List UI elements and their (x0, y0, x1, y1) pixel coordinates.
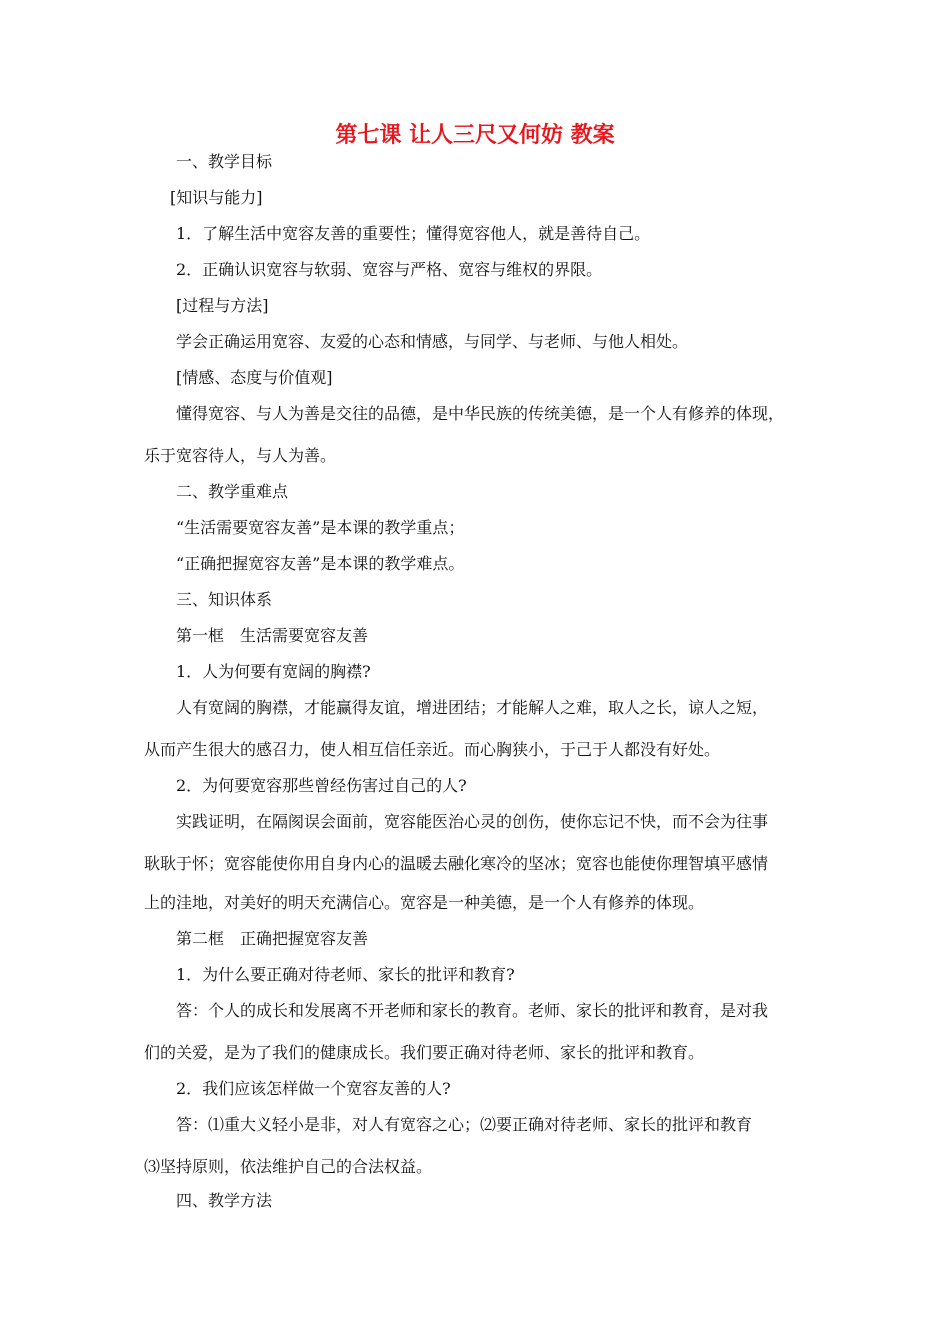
subheading-process: [过程与方法] (176, 296, 269, 315)
paragraph-line: 答：⑴重大义轻小是非，对人有宽容之心；⑵要正确对待老师、家长的批评和教育 (176, 1115, 753, 1134)
paragraph-line: 人有宽阔的胸襟，才能赢得友谊，增进团结；才能解人之难，取人之长，谅人之短， (176, 698, 769, 717)
question-line: 2．我们应该怎样做一个宽容友善的人? (176, 1079, 451, 1098)
paragraph-line: 乐于宽容待人，与人为善。 (144, 446, 337, 465)
paragraph-line: 学会正确运用宽容、友爱的心态和情感，与同学、与老师、与他人相处。 (176, 332, 689, 351)
question-line: 2．为何要宽容那些曾经伤害过自己的人? (176, 776, 467, 795)
paragraph-line: 2．正确认识宽容与软弱、宽容与严格、宽容与维权的界限。 (176, 260, 603, 279)
subheading-emotion: [情感、态度与价值观] (176, 368, 333, 387)
question-line: 1．为什么要正确对待老师、家长的批评和教育? (176, 965, 515, 984)
paragraph-line: 耿耿于怀；宽容能使你用自身内心的温暖去融化寒冷的坚冰；宽容也能使你理智填平感情 (144, 854, 769, 873)
document-title: 第七课 让人三尺又何妨 教案 (335, 123, 615, 148)
section-heading-methods: 四、教学方法 (176, 1191, 273, 1210)
paragraph-line: 上的洼地，对美好的明天充满信心。宽容是一种美德，是一个人有修养的体现。 (144, 893, 705, 912)
paragraph-line: 实践证明，在隔阂误会面前，宽容能医治心灵的创伤，使你忘记不快，而不会为往事 (176, 812, 769, 831)
subheading-frame-one: 第一框 生活需要宽容友善 (176, 626, 369, 645)
paragraph-line: 们的关爱，是为了我们的健康成长。我们要正确对待老师、家长的批评和教育。 (144, 1043, 705, 1062)
subheading-knowledge: [知识与能力] (170, 188, 263, 207)
paragraph-line: “生活需要宽容友善”是本课的教学重点； (176, 518, 465, 537)
paragraph-line: 1．了解生活中宽容友善的重要性；懂得宽容他人，就是善待自己。 (176, 224, 651, 243)
section-heading-knowledge-system: 三、知识体系 (176, 590, 273, 609)
paragraph-line: 答：个人的成长和发展离不开老师和家长的教育。老师、家长的批评和教育，是对我 (176, 1001, 769, 1020)
paragraph-line: 懂得宽容、与人为善是交往的品德，是中华民族的传统美德，是一个人有修养的体现， (176, 404, 785, 423)
question-line: 1．人为何要有宽阔的胸襟? (176, 662, 371, 681)
subheading-frame-two: 第二框 正确把握宽容友善 (176, 929, 369, 948)
section-heading-objectives: 一、教学目标 (176, 152, 273, 171)
paragraph-line: “正确把握宽容友善”是本课的教学难点。 (176, 554, 465, 573)
paragraph-line: ⑶坚持原则，依法维护自己的合法权益。 (144, 1157, 433, 1176)
paragraph-line: 从而产生很大的感召力，使人相互信任亲近。而心胸狭小，于己于人都没有好处。 (144, 740, 721, 759)
section-heading-keypoints: 二、教学重难点 (176, 482, 289, 501)
